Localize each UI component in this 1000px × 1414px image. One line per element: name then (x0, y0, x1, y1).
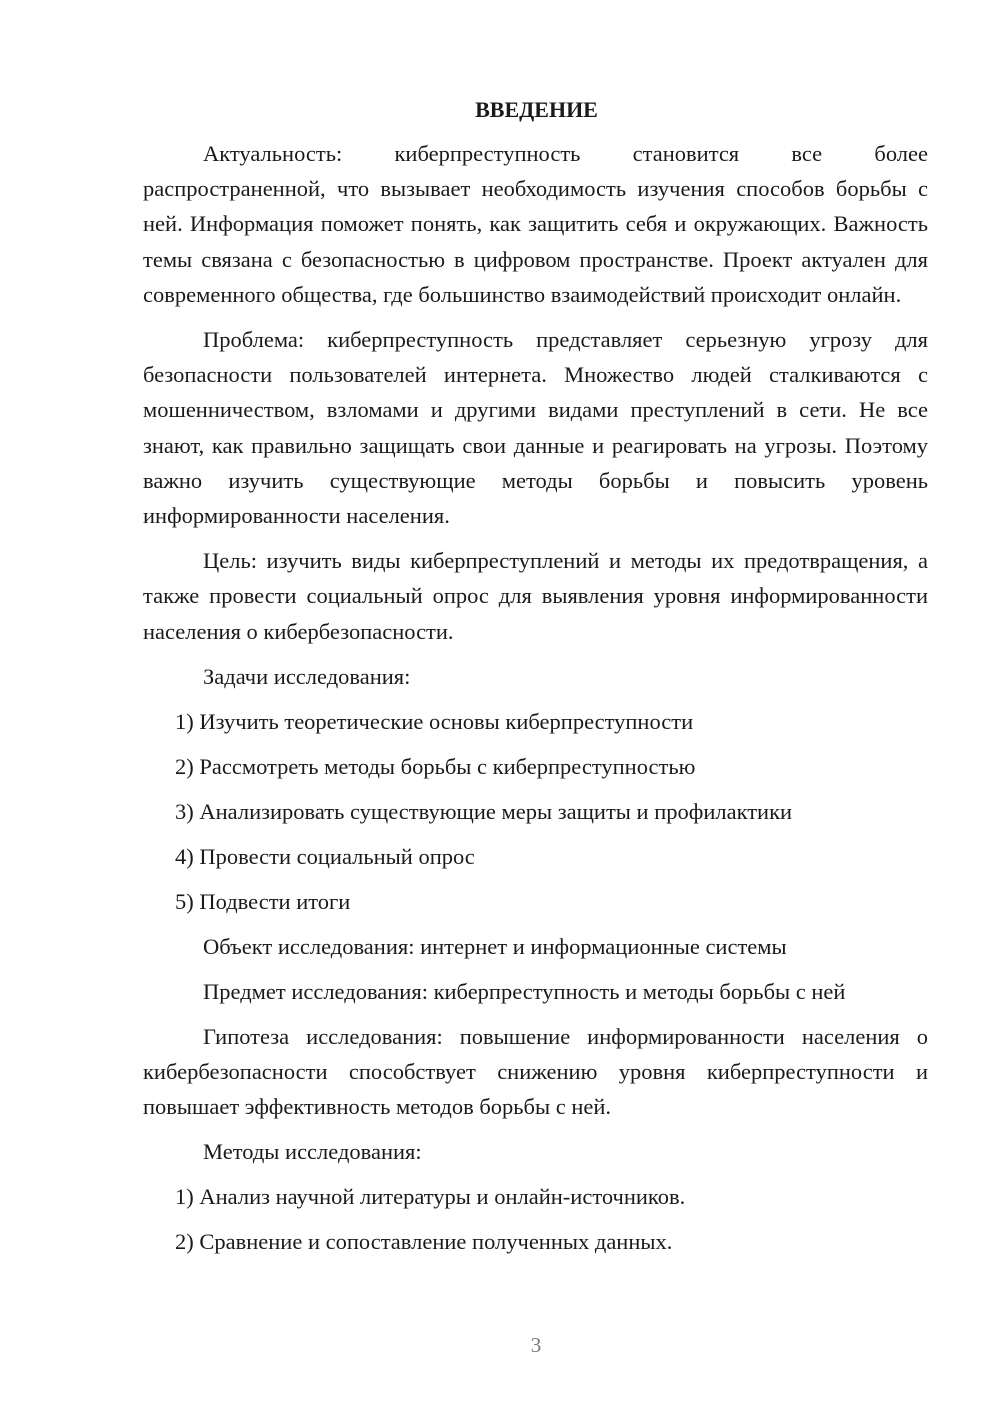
goal-paragraph: Цель: изучить виды киберпреступлений и методы их предотвращения, а также провести социальный опрос для выявления уровня информированности населения о кибербезопасности. (143, 548, 928, 644)
method-item: 2) Сравнение и сопоставление полученных данных. (175, 1229, 673, 1255)
task-item: 5) Подвести итоги (175, 888, 351, 914)
task-item: 3) Анализировать существующие меры защиты и профилактики (175, 798, 793, 824)
method-item: 1) Анализ научной литературы и онлайн-источников. (175, 1184, 686, 1210)
page-number: 3 (530, 1333, 542, 1357)
problem-paragraph: Проблема: киберпреступность представляет серьезную угрозу для безопасности пользователей интернета. Множество людей сталкиваются с мошенничеством, взломами и другими видами преступлений в сети. Не все знают, как правильно защищать свои данные и реагировать на угрозы. Поэтому важно изучить существующие методы борьбы и повысить уровень информированности населения. (143, 327, 928, 529)
task-item: 2) Рассмотреть методы борьбы с киберпреступностью (175, 753, 696, 779)
page-content (143, 94, 928, 1269)
relevance-paragraph: Актуальность: киберпреступность становится все более распространенной, что вызывает необходимость изучения способов борьбы с ней. Информация поможет понять, как защитить себя и окружающих. Важность темы связана с безопасностью в цифровом пространстве. Проект актуален для современного общества, где большинство взаимодействий происходит онлайн. (143, 141, 928, 307)
tasks-heading: Задачи исследования: (203, 663, 411, 689)
subject-line: Предмет исследования: киберпреступность и методы борьбы с ней (203, 978, 846, 1004)
methods-heading: Методы исследования: (203, 1139, 422, 1165)
section-heading: ВВЕДЕНИЕ (475, 97, 598, 122)
task-item: 4) Провести социальный опрос (175, 843, 475, 869)
task-item: 1) Изучить теоретические основы киберпреступности (175, 708, 694, 734)
object-line: Объект исследования: интернет и информационные системы (203, 933, 787, 959)
hypothesis-paragraph: Гипотеза исследования: повышение информированности населения о кибербезопасности способствует снижению уровня киберпреступности и повышает эффективность методов борьбы с ней. (143, 1023, 928, 1120)
